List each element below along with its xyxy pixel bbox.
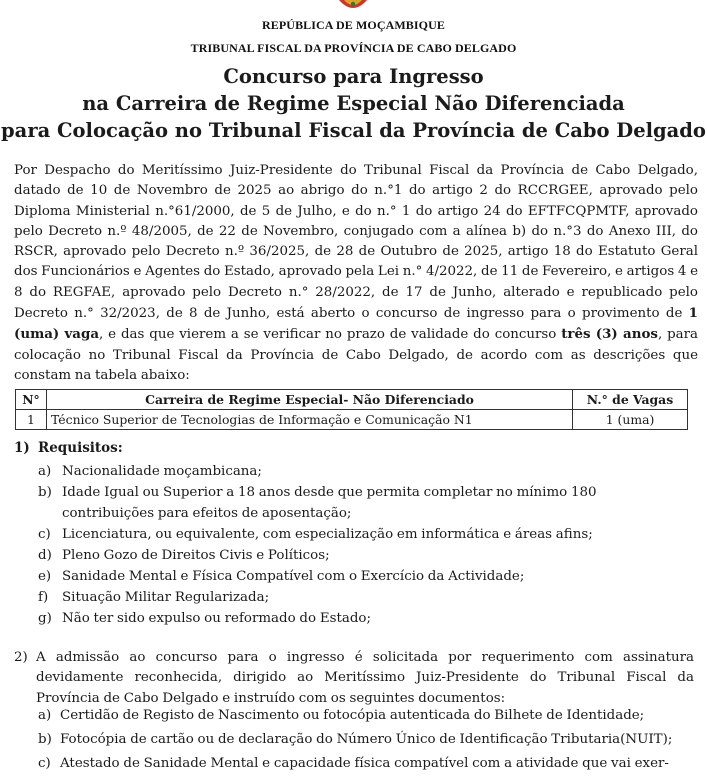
list-item xyxy=(38,462,688,483)
cell-number: 1 xyxy=(16,410,47,430)
item-marker: b) xyxy=(38,732,52,747)
column-header-career: Carreira de Regime Especial- Não Diferenciado xyxy=(47,390,573,410)
item-text: Certidão de Registo de Nascimento ou fotocópia autenticada do Bilhete de Identidade; xyxy=(60,708,645,723)
national-emblem-icon xyxy=(336,0,370,14)
vacancies-table xyxy=(15,389,688,430)
list-item xyxy=(38,546,688,567)
cell-career: Técnico Superior de Tecnologias de Informação e Comunicação N1 xyxy=(47,410,573,430)
intro-paragraph xyxy=(14,161,698,386)
item-marker: c) xyxy=(38,756,51,771)
country-header: REPÚBLICA DE MOÇAMBIQUE xyxy=(262,18,445,32)
institution-header: TRIBUNAL FISCAL DA PROVÍNCIA DE CABO DELGADO xyxy=(190,41,517,55)
item-text: Situação Militar Regularizada; xyxy=(62,590,270,606)
item-marker: f) xyxy=(38,590,49,606)
table-row xyxy=(16,410,688,430)
requirements-list xyxy=(38,462,688,630)
validity-period: três (3) anos xyxy=(561,326,658,343)
title-line-2: na Carreira de Regime Especial Não Diferenciada xyxy=(82,92,625,115)
item-text: Atestado de Sanidade Mental e capacidade física compatível com a atividade que vai exer- xyxy=(60,756,669,771)
intro-text-2: , e das que vierem a se verificar no prazo de validade do concurso xyxy=(99,327,562,343)
documents-list xyxy=(38,704,702,776)
column-header-vacancies: N.° de Vagas xyxy=(573,390,688,410)
list-item xyxy=(38,752,702,776)
cell-vacancies: 1 (uma) xyxy=(573,410,688,430)
item-text: Pleno Gozo de Direitos Civis e Políticos; xyxy=(62,547,330,563)
vacancies-count: 1 (uma) vaga xyxy=(14,305,698,343)
title-line-1: Concurso para Ingresso xyxy=(223,65,484,88)
section-number: 1) xyxy=(14,440,30,456)
item-text: Licenciatura, ou equivalente, com especialização em informática e áreas afins; xyxy=(62,526,593,542)
item-marker: e) xyxy=(38,568,52,584)
table-header-row xyxy=(16,390,688,410)
list-item xyxy=(38,609,688,630)
admission-paragraph: A admissão ao concurso para o ingresso é solicitada por requerimento com assinatura devidamente reconhecida, dirigido ao Meritíssimo Juiz-Presidente do Tribunal Fiscal da Província de Cabo Delgado e instruído com os seguintes documentos: xyxy=(36,650,694,706)
item-text: Fotocópia de cartão ou de declaração do Número Único de Identificação Tributaria(NUIT); xyxy=(60,732,673,747)
item-marker: a) xyxy=(38,708,52,723)
section-number: 2) xyxy=(14,650,28,665)
intro-text-3: , para colocação no Tribunal Fiscal da Província de Cabo Delgado, de acordo com as descrições que constam na tabela abaixo: xyxy=(14,327,699,383)
item-marker: d) xyxy=(38,547,52,563)
requirements-heading xyxy=(14,440,123,456)
list-item xyxy=(38,588,688,609)
list-item xyxy=(38,483,688,524)
item-text: Nacionalidade moçambicana; xyxy=(62,464,262,479)
requirements-title: Requisitos: xyxy=(38,440,123,456)
item-marker: g) xyxy=(38,611,52,627)
item-marker: b) xyxy=(38,485,52,501)
item-text: Não ter sido expulso ou reformado do Estado; xyxy=(62,611,371,627)
title-line-3: para Colocação no Tribunal Fiscal da Província de Cabo Delgado xyxy=(1,119,706,142)
item-text: Sanidade Mental e Física Compatível com o Exercício da Actividade; xyxy=(62,568,525,584)
list-item xyxy=(38,525,688,546)
item-marker: c) xyxy=(38,526,51,542)
list-item xyxy=(38,567,688,588)
intro-text-1: Por Despacho do Meritíssimo Juiz-Presidente do Tribunal Fiscal da Província de Cabo Delgado, datado de 10 de Novembro de 2025 ao abrigo do n.°1 do artigo 2 do RCCRGEE, aprovado pelo Diploma Ministerial n.°61/2000, de 5 de Julho, e do n.° 1 do artigo 24 do EFTFCQPMTF, aprovado pelo Decreto n.º 48/2005, de 22 de Novembro, conjugado com a alínea b) do n.°3 do Anexo III, do RSCR, aprovado pelo Decreto n.º 36/2025, de 28 de Outubro de 2025, artigo 18 do Estatuto Geral dos Funcionários e Agentes do Estado, aprovado pela Lei n.° 4/2022, de 11 de Fevereiro, e artigos 4 e 8 do REGFAE, aprovado pelo Decreto n.° 28/2022, de 17 de Junho, alterado e republicado pelo Decreto n.° 32/2023, de 8 de Junho, está aberto o concurso de ingresso para o provimento de xyxy=(14,163,698,322)
column-header-number: N° xyxy=(16,390,47,410)
admission-section xyxy=(14,648,694,709)
item-text: Idade Igual ou Superior a 18 anos desde que permita completar no mínimo 180 contribuições para efeitos de aposentação; xyxy=(62,485,597,521)
item-marker: a) xyxy=(38,464,52,479)
list-item xyxy=(38,728,702,752)
list-item xyxy=(38,704,702,728)
